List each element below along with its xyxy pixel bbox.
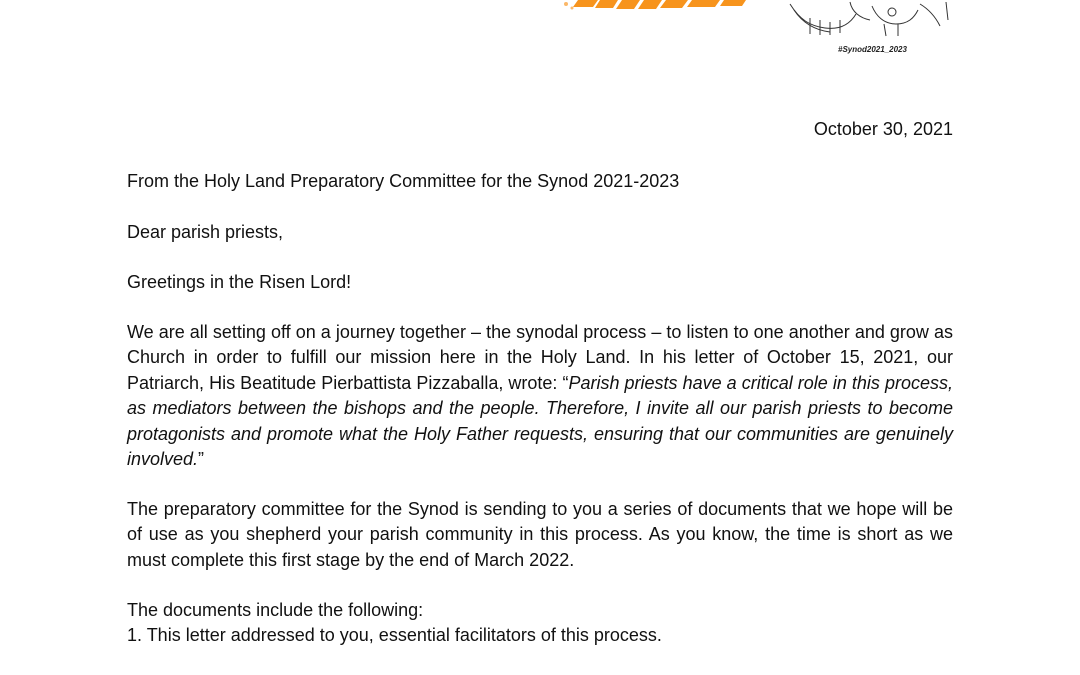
- patriarch-quote: Parish priests have a critical role in this process, as mediators between the bishops and the people. Therefore, I invite all our parish priests to become protagonists and promote what the Holy Father requests, ensuring that our communities are genuinely involved.: [127, 372, 953, 470]
- paragraph-1-intro: We are all setting off on a journey together – the synodal process – to listen to one another and grow as Church in order to fulfill our mission here in the Holy Land. In his letter of October 15, 2021, our Patriarch, His Beatitude Pierbattista Pizzaballa, wrote: “: [127, 322, 953, 393]
- paragraph-2: The preparatory committee for the Synod is sending to you a series of documents that we hope will be of use as you shepherd your parish community in this process. As you know, the time is short as we must complete this first stage by the end of March 2022.: [127, 499, 953, 570]
- hashtag-text: #Synod2021_2023: [838, 45, 907, 54]
- greeting: Greetings in the Risen Lord!: [127, 272, 352, 292]
- documents-intro: The documents include the following:: [127, 600, 424, 620]
- paragraph-1: [127, 320, 953, 472]
- letter-date: October 30, 2021: [813, 119, 953, 139]
- salutation: Dear parish priests,: [127, 222, 284, 242]
- synod-logo-stripes: [560, 0, 760, 14]
- quote-close: ”: [198, 449, 205, 470]
- documents-item-1: 1. This letter addressed to you, essential facilitators of this process.: [127, 625, 662, 645]
- synod-illustration: [780, 0, 955, 38]
- from-line: From the Holy Land Preparatory Committee for the Synod 2021-2023: [127, 171, 680, 191]
